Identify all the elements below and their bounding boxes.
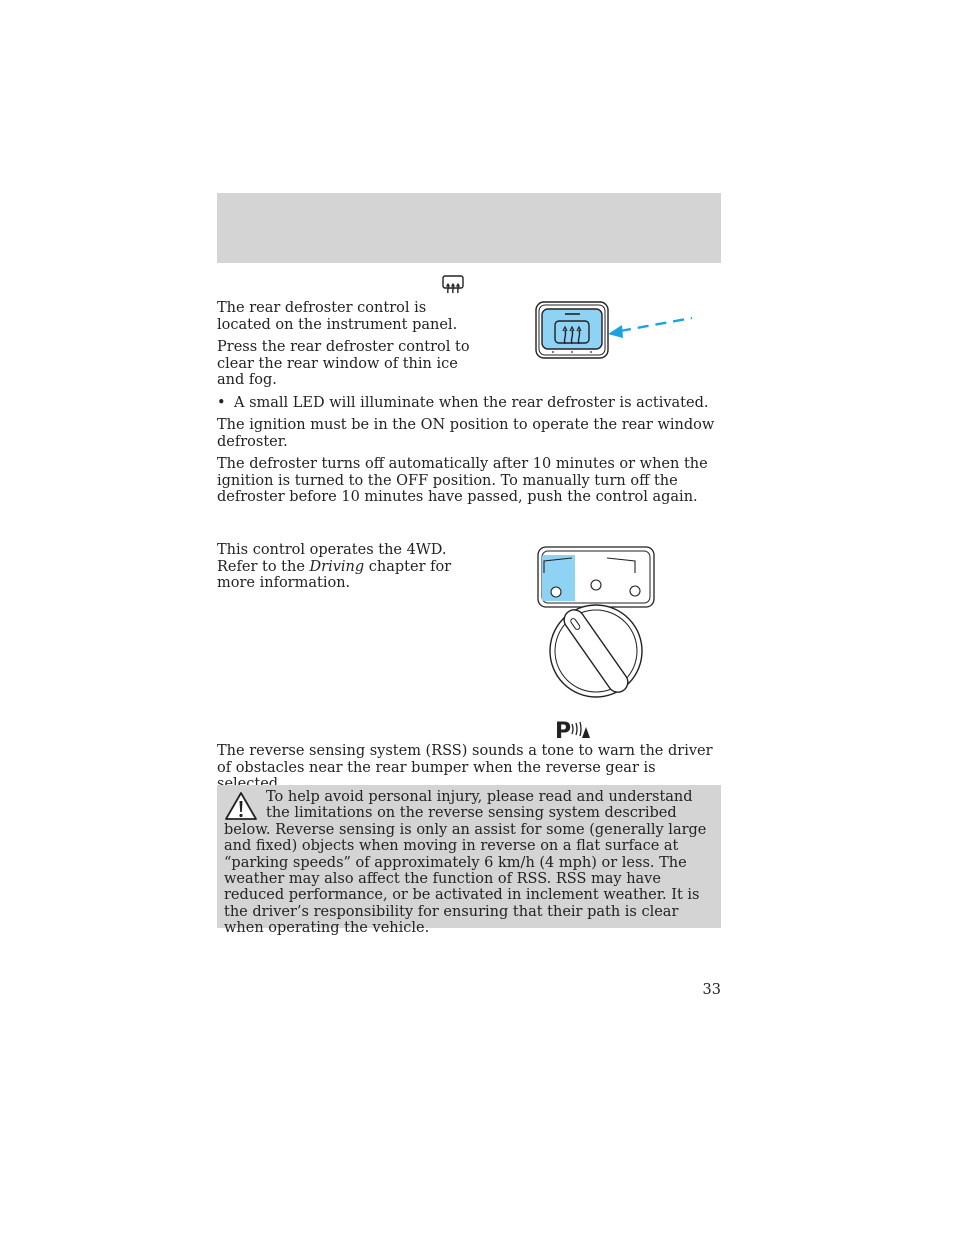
page-number: 33 [702,982,721,998]
rss-description-paragraph: The reverse sensing system (RSS) sounds a tone to warn the driver of obstacles near the rear bumper when the reverse gear is [217,743,713,776]
defrost-location-paragraph: The rear defroster control is located on the instrument panel. [217,300,458,333]
section-header-band [217,193,721,263]
fourwd-control-knob-illustration [534,542,658,702]
driving-chapter-reference: Driving [309,558,365,575]
warning-triangle-icon [224,791,258,821]
svg-text:P: P [555,719,572,740]
defrost-auto-off-paragraph: The defroster turns off automatically after 10 minutes or when the ignition is turned to the OFF position. To manually turn off the defroster before 10 minutes have passed, push the control again. [217,456,708,506]
fourwd-text-after: chapter for more information. [217,558,452,592]
defrost-led-bullet: • A small LED will illuminate when the rear defroster is activated. [234,395,721,412]
defrost-ignition-paragraph: The ignition must be in the ON position to operate the rear window defroster. [217,417,715,450]
fourwd-text-before: This control operates the 4WD. Refer to the [217,542,447,575]
warning-text: To help avoid personal injury, please read and understand the limitations on the reverse sensing system described below. Reverse sensing is only an assist for some (generally large and fixed) objects when moving in reverse on a flat surface at “parking speeds” of approximately 6 km/h (4 mph) or less. The weather may also affect the function of RSS. RSS may have reduced performance, or be activated in inclement weather. It is the driver’s responsibility for ensuring that their path is clear when operating the vehicle. [224,789,707,937]
rear-defrost-icon [442,275,466,295]
warning-content [224,789,718,937]
defrost-press-paragraph: Press the rear defroster control to clear the rear window of thin ice and fog. [217,339,470,389]
fourwd-paragraph [217,542,457,592]
defrost-button-illustration [534,300,696,362]
reverse-sensing-icon [555,718,593,740]
